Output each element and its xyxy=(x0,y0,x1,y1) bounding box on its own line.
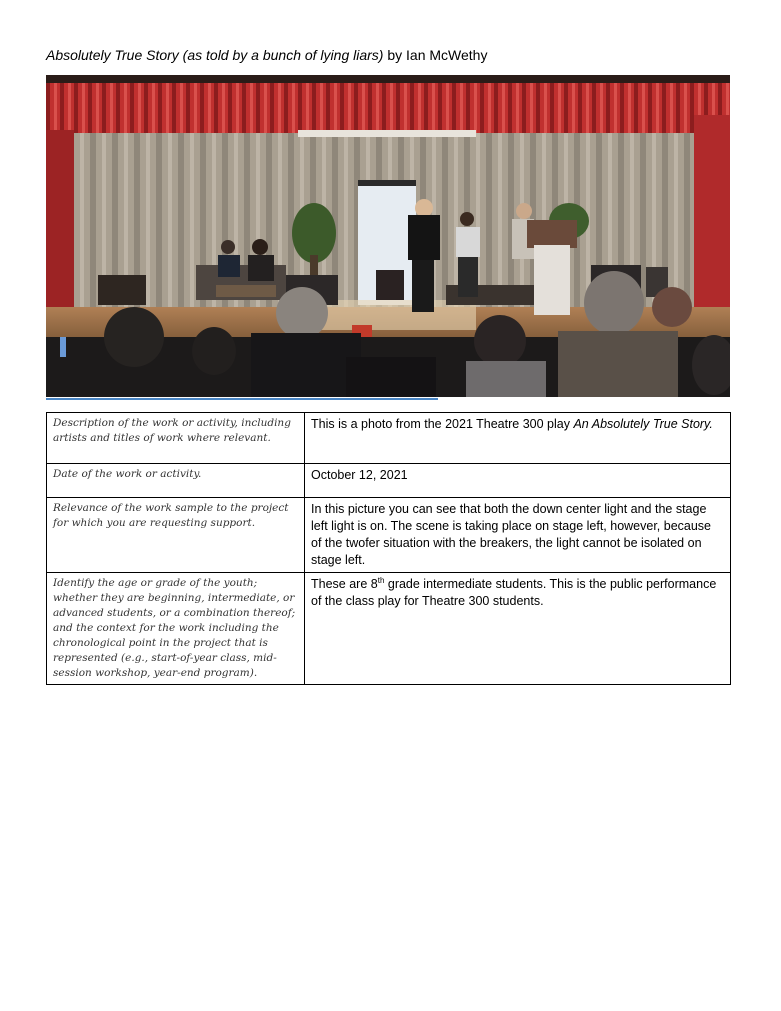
value-play-title: An Absolutely True Story. xyxy=(573,417,713,431)
table-row xyxy=(47,498,731,573)
stage-photo-illustration xyxy=(46,75,730,397)
value-text: These are 8 xyxy=(311,577,378,591)
row-value xyxy=(305,573,731,685)
author-credit: by Ian McWethy xyxy=(383,47,488,63)
stage-photo xyxy=(46,75,730,397)
row-value: October 12, 2021 xyxy=(305,464,731,498)
play-title: Absolutely True Story (as told by a bunch of lying liars) xyxy=(46,47,384,63)
table-row xyxy=(47,464,731,498)
row-value xyxy=(305,413,731,464)
document-heading xyxy=(46,46,487,64)
value-suffix: grade intermediate students. This is the public performance of the class play for Theatre 300 students. xyxy=(311,577,717,608)
photo-caption-rule xyxy=(46,398,438,400)
row-value: In this picture you can see that both the down center light and the stage left light is on. The scene is taking place on stage left, however, because of the twofer situation with the breakers, the light cannot be isolated on stage left. xyxy=(305,498,731,573)
row-label: Relevance of the work sample to the project for which you are requesting support. xyxy=(47,498,305,573)
row-label: Description of the work or activity, including artists and titles of work where relevant. xyxy=(47,413,305,464)
value-superscript: th xyxy=(377,575,385,585)
row-label: Identify the age or grade of the youth; whether they are beginning, intermediate, or advanced students, or a combination thereof; and the context for the work including the chronological point in the project that is represented (e.g., start-of-year class, mid-session workshop, year-end program). xyxy=(47,573,305,685)
table-row xyxy=(47,573,731,685)
work-sample-table xyxy=(46,412,731,685)
row-label: Date of the work or activity. xyxy=(47,464,305,498)
table-row xyxy=(47,413,731,464)
value-text: This is a photo from the 2021 Theatre 300 play xyxy=(311,417,574,431)
